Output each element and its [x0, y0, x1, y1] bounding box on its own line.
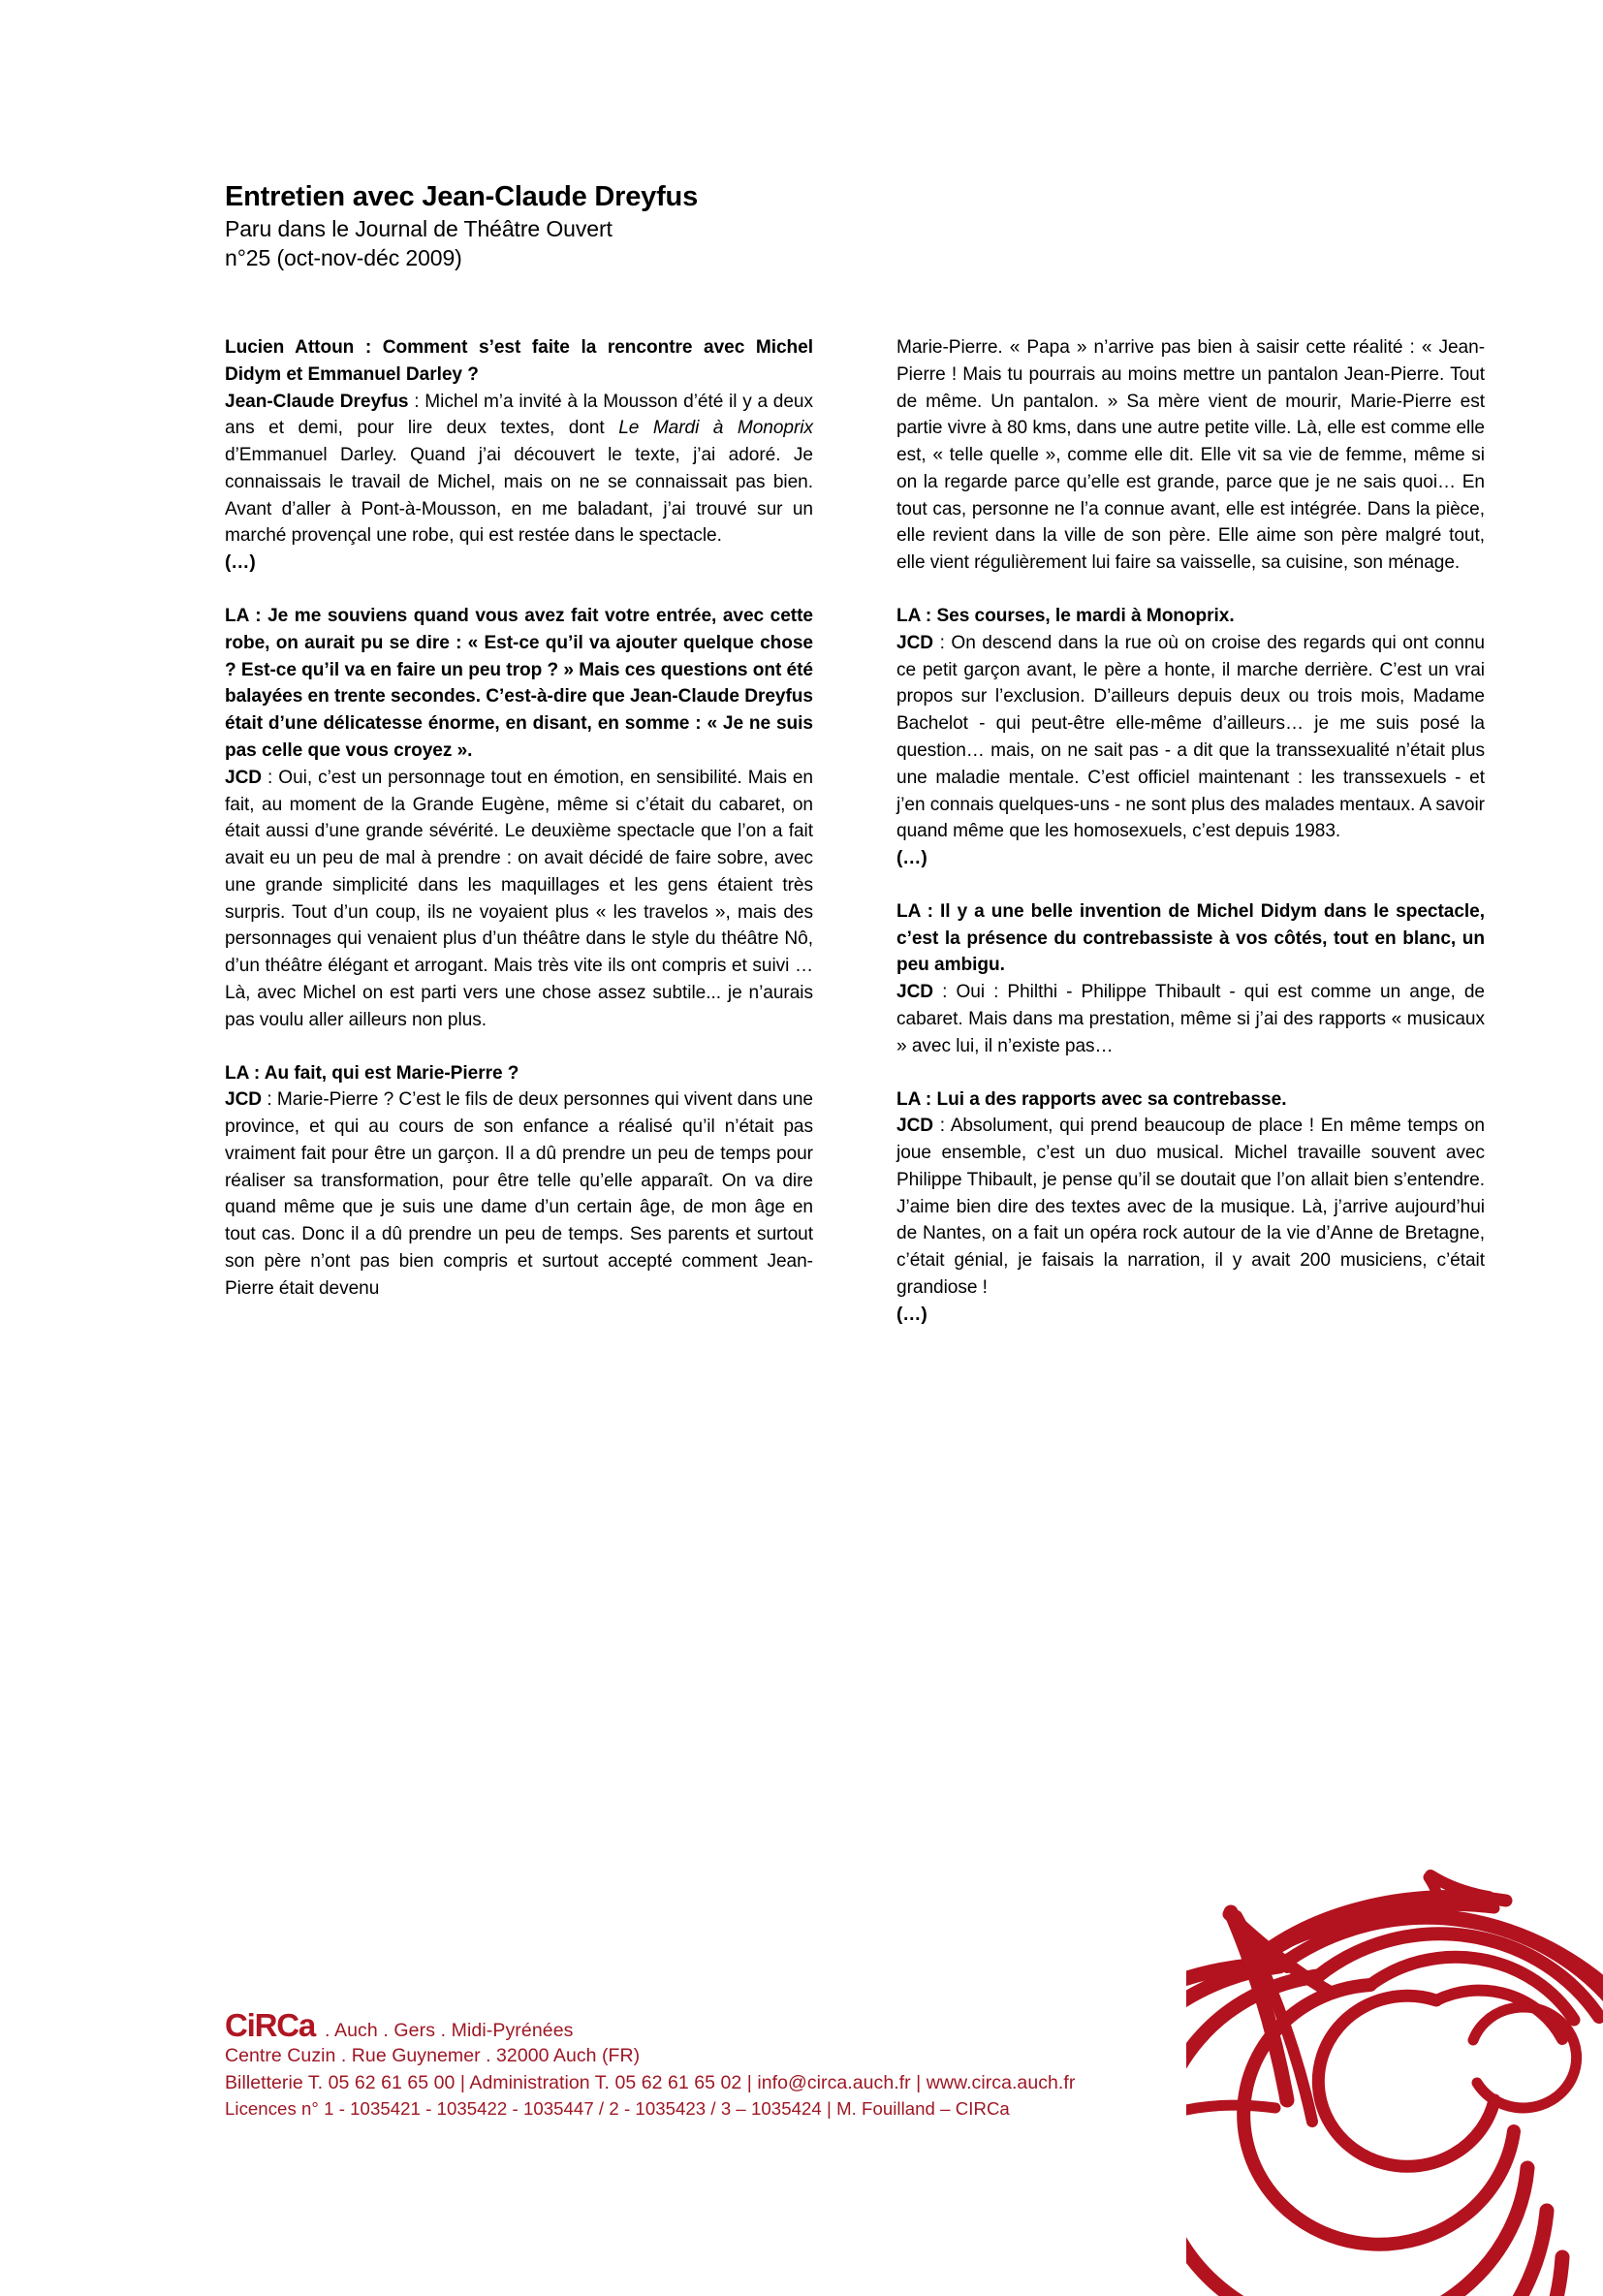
answer-1-part2: d’Emmanuel Darley. Quand j’ai découvert le texte, j’ai adoré. Je connaissais le travail de Michel, mais on ne se connaissait pas bien. Avant d’aller à Pont-à-Mousson, en me baladant, j’ai trouvé sur un marché provençal une robe, qui est restée dans le spectacle. — [225, 445, 813, 547]
ellipsis-marker-3: (…) — [896, 1304, 927, 1325]
answer-1-part1: : Michel m’a invité à la Mousson d’été il y a deux ans et demi, pour lire deux textes, dont — [225, 391, 814, 439]
answer-5 — [896, 979, 1485, 1059]
speaker-label-jcd: JCD — [896, 982, 934, 1003]
answer-6 — [896, 1113, 1485, 1301]
answer-4-text: : On descend dans la rue où on croise des regards qui ont connu ce petit garçon avant, le père a honte, il marche derrière. C’est un vrai propos sur l’exclusion. D’ailleurs depuis deux ou trois mois, Madame Bachelot - qui peut-être elle-même d’ailleurs… je me suis posé la question… mais, on ne sait pas - a dit que la transsexualité n’était plus une maladie mentale. C’est officiel maintenant : les transsexuels - et j’en connais quelques-uns - ne sont plus des malades mentaux. A savoir quand même que les homosexuels, c’est depuis 1983. — [896, 632, 1485, 842]
answer-4 — [896, 630, 1485, 845]
ellipsis-marker-2: (…) — [896, 848, 927, 869]
answer-5-text: : Oui : Philthi - Philippe Thibault - qui est comme un ange, de cabaret. Mais dans ma prestation, même si j’ai des rapports « musicaux » avec lui, il n’existe pas… — [896, 982, 1485, 1056]
answer-2-text: : Oui, c’est un personnage tout en émotion, en sensibilité. Mais en fait, au moment de la Grande Eugène, même si c’était du cabaret, on était aussi d’une grande sévérité. Le deuxième spectacle que l’on a fait avait eu un peu de mal à prendre : on avait décidé de faire sobre, avec une grande simplicité dans les maquillages et les gens étaient très surpris. Tout d’un coup, ils ne voyaient plus « les travelos », mais des personnages qui venaient plus d’un théâtre dans le style du théâtre Nô, d’un théâtre élégant et arrogant. Mais très vite ils ont compris et suivi … Là, avec Michel on est parti vers une chose assez subtile... je n’aurais pas voulu aller ailleurs non plus. — [225, 767, 813, 1030]
speaker-label-jcd: JCD — [225, 767, 263, 788]
subtitle-line-2: n°25 (oct-nov-déc 2009) — [225, 245, 462, 271]
answer-3 — [225, 1086, 813, 1302]
footer — [225, 2009, 1194, 2122]
question-6: LA : Lui a des rapports avec sa contrebasse. — [896, 1088, 1287, 1110]
subtitle-line-1: Paru dans le Journal de Théâtre Ouvert — [225, 216, 613, 242]
circa-logo: CiRCa — [225, 2007, 316, 2044]
document-header — [225, 180, 826, 273]
footer-address: Centre Cuzin . Rue Guynemer . 32000 Auch (FR) — [225, 2045, 641, 2067]
question-1: Lucien Attoun : Comment s’est faite la rencontre avec Michel Didym et Emmanuel Darley ? — [225, 337, 813, 385]
article-body — [225, 334, 1485, 1329]
footer-tagline: . Auch . Gers . Midi-Pyrénées — [325, 2020, 574, 2042]
question-4: LA : Ses courses, le mardi à Monoprix. — [896, 606, 1235, 627]
answer-6-text: : Absolument, qui prend beaucoup de place ! En même temps on joue ensemble, c’est un duo musical. Michel travaille souvent avec Philippe Thibault, je pense qu’il se doutait que l’on allait bien s’entendre. J’aime bien dire des textes avec de la musique. Là, j’arrive aujourd’hui de Nantes, on a fait un opéra rock autour de la vie d’Anne de Bretagne, c’était génial, je faisais la narration, il y avait 200 musiciens, c’était grandiose ! — [896, 1116, 1485, 1298]
speaker-label-jcd: JCD — [896, 632, 934, 653]
play-title: Le Mardi à Monoprix — [618, 418, 813, 439]
question-5: LA : Il y a une belle invention de Michel Didym dans le spectacle, c’est la présence du contrebassiste à vos côtés, tout en blanc, un peu ambigu. — [896, 900, 1485, 976]
speaker-label-jcd: JCD — [225, 1089, 263, 1111]
answer-3-text: : Marie-Pierre ? C’est le fils de deux personnes qui vivent dans une province, et qui au cours de son enfance a réalisé qu’il n’était pas vraiment fait pour être un garçon. Il a dû prendre un peu de temps pour réaliser sa transformation, pour être telle qu’elle apparaît. On va dire quand même que je suis une dame d’un certain âge, de mon âge en tout cas. Donc il a dû prendre un peu de temps. Ses parents et surtout son père n’ont pas bien compris et surtout accepté comment Jean-Pierre était devenu — [225, 1089, 813, 1299]
footer-logo-row — [225, 2009, 1194, 2042]
answer-2 — [225, 765, 813, 1034]
answer-1 — [225, 389, 813, 550]
circa-spiral-graphic — [1186, 1840, 1603, 2296]
column-left — [225, 334, 813, 1329]
question-2: LA : Je me souviens quand vous avez fait votre entrée, avec cette robe, on aurait pu se dire : « Est-ce qu’il va ajouter quelque chose ? Est-ce qu’il va en faire un peu trop ? » Mais ces questions ont été balayées en trente secondes. C’est-à-dire que Jean-Claude Dreyfus était d’une délicatesse énorme, en disant, en somme : « Je ne suis pas celle que vous croyez ». — [225, 606, 813, 761]
speaker-label-jcd-full: Jean-Claude Dreyfus — [225, 391, 409, 412]
footer-contact: Billetterie T. 05 62 61 65 00 | Administration T. 05 62 61 65 02 | info@circa.auch.fr | www.circa.auch.fr — [225, 2071, 1076, 2093]
speaker-label-jcd: JCD — [896, 1116, 934, 1137]
footer-licences: Licences n° 1 - 1035421 - 1035422 - 1035447 / 2 - 1035423 / 3 – 1035424 | M. Fouilland – CIRCa — [225, 2097, 1010, 2119]
question-3: LA : Au fait, qui est Marie-Pierre ? — [225, 1062, 519, 1084]
column-right — [896, 334, 1485, 1329]
ellipsis-marker-1: (…) — [225, 552, 256, 574]
page-title: Entretien avec Jean-Claude Dreyfus — [225, 181, 698, 212]
answer-3-continuation: Marie-Pierre. « Papa » n’arrive pas bien à saisir cette réalité : « Jean-Pierre ! Mais tu pourrais au moins mettre un pantalon Jean-Pierre. Tout de même. Un pantalon. » Sa mère vient de mourir, Marie-Pierre est partie vivre à 80 kms, dans une autre petite ville. Là, elle est comme elle est, « telle quelle », comme elle dit. Elle vit sa vie de femme, même si on la regarde parce qu’elle est grande, parce que je ne sais quoi… En tout cas, personne ne l’a connue avant, elle est intégrée. Dans la pièce, elle revient dans la ville de son père. Elle aime son père malgré tout, elle vient régulièrement lui faire sa vaisselle, sa cuisine, son ménage. — [896, 337, 1485, 574]
